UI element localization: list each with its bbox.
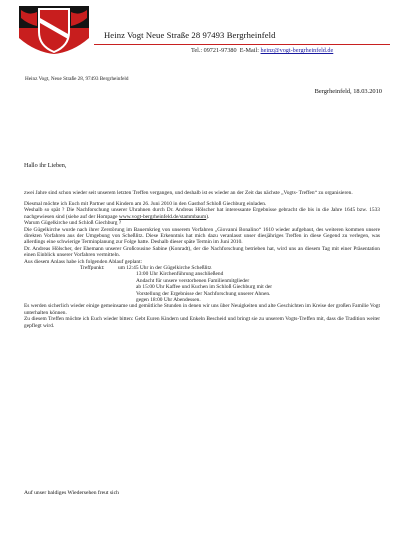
paragraph-cousin: Dr. Andreas Hölscher, der Ehemann unserer Großcousine Sabine (Konradt), der die Nachforschung betrieben hat, wird uns an diesem Tag mit einer Präsentation einen Einblick unserer Vorfahren vermitteln. <box>24 245 380 259</box>
paragraph-why-place: Warum Gügelkirche und Schloß Giechburg ? <box>24 220 122 227</box>
schedule-item: gegen 18:00 Uhr Abendessen. <box>136 296 201 303</box>
paragraph-gathering: Es werden sicherlich wieder einige gemeinsame und gemütliche Stunden in denen wir uns über Neuigkeiten und alte Geschichten im Kreise der großen Familie Vogt unterhalten können. <box>24 303 380 316</box>
paragraph-intro: zwei Jahre sind schon wieder seit unserem letzten Treffen vergangen, und deshalb ist es wieder an der Zeit das nächste „Vogts- Treffen“ zu organisieren. <box>24 190 353 196</box>
family-crest-logo <box>19 6 89 56</box>
schedule-label: Treffpunkt: <box>80 264 105 271</box>
letterhead-contact <box>191 47 333 54</box>
schedule-row <box>24 297 380 303</box>
schedule-item: Andacht für unsere verstorbenen Familienmitglieder <box>136 277 250 284</box>
homepage-suffix: ). <box>206 213 210 220</box>
paragraph-why-late <box>24 207 380 220</box>
paragraph-history: Die Gügelkirche wurde nach ihrer Zerstörung im Bauernkrieg von unserem Vorfahren „Giovanni Bonalino“ 1610 wieder aufgebaut, des weiteren kommen unsere direkten Vorfahren aus der Umgebung von Scheßlitz. Diese Erkenntnis hat mich dazu veranlasst unser diesjähriges Treffen in diese Gegend zu verlegen, was allerdings eine schwierige Terminplanung zur Folge hatte. Deshalb dieser späte Termin im Juni 2010. <box>24 226 380 246</box>
schedule-item: 13:00 Uhr Kirchenführung anschließend <box>136 271 224 278</box>
place-and-date: Bergrheinfeld, 18.03.2010 <box>314 88 382 95</box>
letterhead-phone: Tel.: 09721-97380 <box>191 47 237 54</box>
paragraph-invitation: Diesmal möchte ich Euch mit Partner und Kindern am 26. Juni 2010 in den Gasthof Schloß Giechburg einladen. <box>24 200 267 207</box>
closing-line: Auf unser baldiges Wiedersehen freut sich <box>24 490 119 496</box>
why-late-text: Weshalb so spät ? Die Nachforschung unserer Uhrahnen durch Dr. Andreas Hölscher hat interessante Ergebnisse gebracht die bis in die Jahre 1645 bzw. 1533 nachgewiesen sind (siehe auf der Hompage <box>24 207 380 220</box>
letter-body <box>24 190 380 329</box>
letterhead-name-address: Heinz Vogt Neue Straße 28 97493 Bergrheinfeld <box>104 30 276 40</box>
letterhead-divider <box>94 44 390 45</box>
schedule-meeting-point: um 12:45 Uhr in der Gügelkirche Scheßlitz <box>118 264 212 271</box>
schedule-item: ab 15:00 Uhr Kaffee und Kuchen im Schloß Giechburg mit der <box>136 284 273 291</box>
schedule-item: Vorstellung der Ergebnisse der Nachforschung unserer Ahnen. <box>136 290 271 297</box>
salutation: Hallo ihr Lieben, <box>24 162 67 169</box>
sender-return-line: Heinz Vogt, Neue Straße 28, 97493 Bergrheinfeld <box>25 76 129 82</box>
letterhead-email-label: E-Mail: <box>239 47 259 54</box>
paragraph-request: Zu diesem Treffen möchte ich Euch wieder bitten: Gebt Euren Kindern und Enkeln Bescheid und bringt sie zu unserem Vogts-Treffen mit, dass die Tradition weiter gepflegt wird. <box>24 316 380 329</box>
homepage-link[interactable]: www.vogt-bergrheinfeld.de/stammbaum <box>118 213 207 220</box>
schedule-intro: Aus diesem Anlass habe ich folgenden Ablauf geplant: <box>24 258 143 265</box>
letterhead-email-link[interactable]: heinz@vogt-bergrheinfeld.de <box>260 47 334 54</box>
